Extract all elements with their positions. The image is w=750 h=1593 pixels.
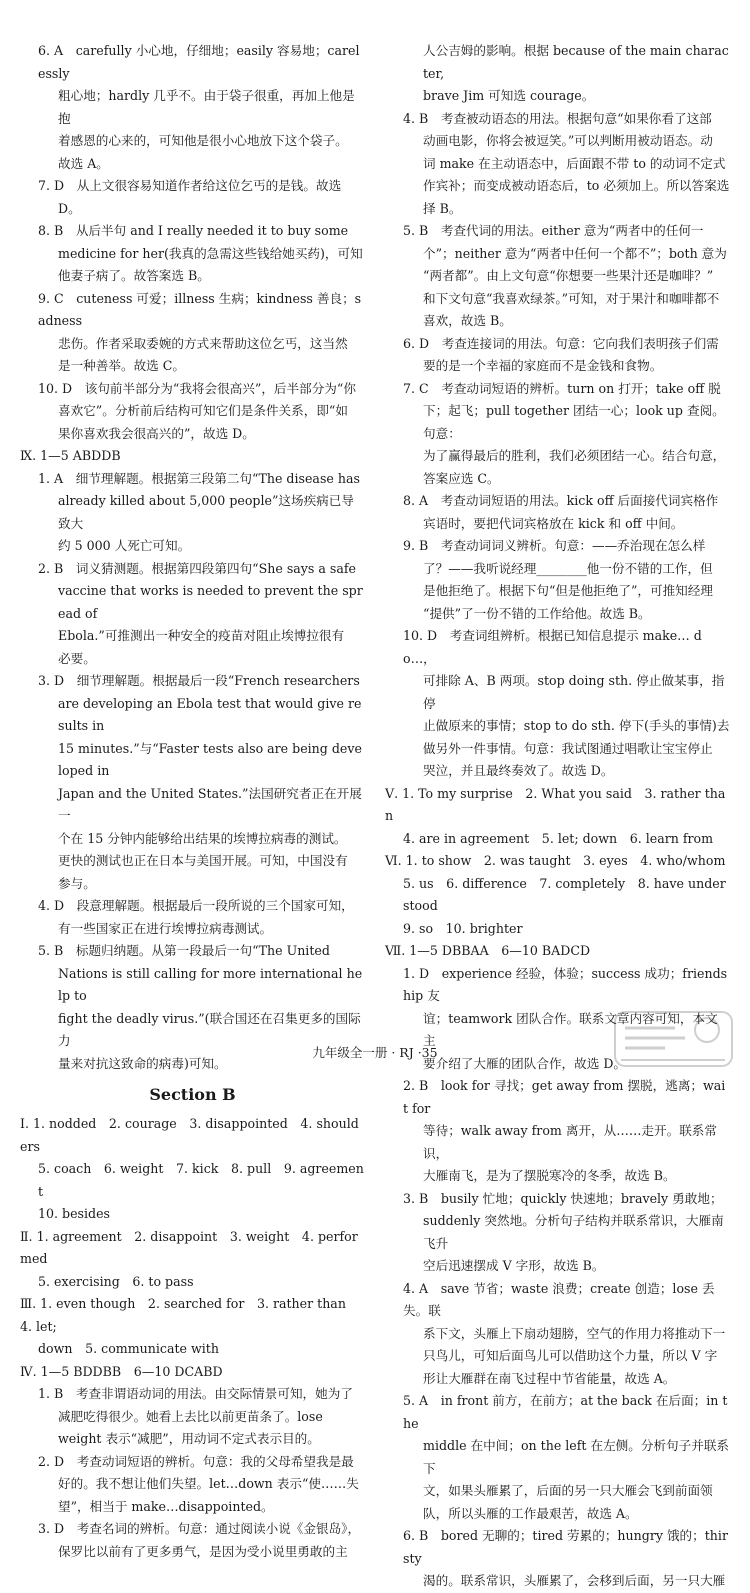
answer-line: “提供”了一份不错的工作给他。故选 B。 xyxy=(423,605,651,621)
answer-line: 2. B look for 寻找；get away from 摆脱，逃离；wait for xyxy=(403,1078,726,1116)
question-group-header: Ⅴ. 1. To my surprise 2. What you said 3. rather than xyxy=(385,785,726,823)
answer-line: 1. D experience 经验，体验；success 成功；friendship 友 xyxy=(403,965,728,1003)
answer-line: 减肥吃得很少。她看上去比以前更苗条了。lose xyxy=(58,1408,323,1424)
answer-line: 1. B 考查非谓语动词的用法。由交际情景可知，她为了 xyxy=(38,1386,353,1401)
answer-line: 4. are in agreement 5. let; down 6. learn from xyxy=(403,830,714,846)
answer-line: 人公吉姆的影响。根据 because of the main character, xyxy=(423,43,729,81)
answer-line: 1. A 细节理解题。根据第三段第二句“The disease has xyxy=(38,470,360,486)
answer-line: 4. D 段意理解题。根据最后一段所说的三个国家可知， xyxy=(38,898,354,913)
answer-line: 3. D 考查名词的辨析。句意：通过阅读小说《金银岛》， xyxy=(38,1521,361,1536)
answer-line: 只鸟儿，可知后面鸟儿可以借助这个力量，所以 V 字 xyxy=(423,1348,718,1363)
answer-line: 必要。 xyxy=(58,650,96,666)
answer-line: Ebola.”可推测出一种安全的疫苗对阻止埃博拉很有 xyxy=(58,628,345,643)
answer-line: 5. exercising 6. to pass xyxy=(38,1273,194,1289)
answer-line: 望”，相当于 make…disappointed。 xyxy=(58,1498,274,1514)
answer-line: 词 make 在主动语态中，后面跟不带 to 的动词不定式 xyxy=(423,155,726,171)
answer-line: 系下文，头雁上下扇动翅膀，空气的作用力将推动下一 xyxy=(423,1325,726,1341)
answer-line: vaccine that works is needed to prevent the spread of xyxy=(58,583,363,621)
page-footer: 九年级全一册 · RJ ·35 xyxy=(312,1045,438,1060)
answer-line: 动画电影，你将会被逗笑。”可以判断用被动语态。动 xyxy=(423,133,713,148)
answer-line: 6. A carefully 小心地，仔细地；easily 容易地；carelessly xyxy=(38,43,360,81)
answer-line: 9. C cuteness 可爱；illness 生病；kindness 善良；sadness xyxy=(38,290,362,328)
answer-line: 文，如果头雁累了，后面的另一只大雁会飞到前面领 xyxy=(423,1483,713,1498)
answer-line: 9. B 考查动词词义辨析。句意：——乔治现在怎么样 xyxy=(403,538,706,553)
answer-line: 参与。 xyxy=(58,875,96,891)
answer-line: 为了赢得最后的胜利，我们必须团结一心。结合句意， xyxy=(423,448,726,463)
answer-line: 5. B 考查代词的用法。either 意为“两者中的任何一 xyxy=(403,223,704,238)
answer-line: 果你喜欢我会很高兴的”，故选 D。 xyxy=(58,425,255,441)
answer-line: 更快的测试也正在日本与美国开展。可知，中国没有 xyxy=(58,853,348,868)
answer-line: 2. D 考查动词短语的辨析。句意：我的父母希望我是最 xyxy=(38,1453,354,1469)
answer-line: already killed about 5,000 people”这场疾病已导致大 xyxy=(58,493,354,531)
answer-line: 渴的。联系常识，头雁累了，会移到后面，另一只大雁 xyxy=(423,1573,726,1588)
answer-line: 5. us 6. difference 7. completely 8. have understood xyxy=(403,875,726,913)
answer-line: 做另外一件事情。句意：我试图通过唱歌让宝宝停止 xyxy=(423,740,713,756)
answer-line: 要的是一个幸福的家庭而不是金钱和食物。 xyxy=(423,358,663,373)
answer-line: 8. A 考查动词短语的用法。kick off 后面接代词宾格作 xyxy=(403,493,719,508)
answer-line: 8. B 从后半句 and I really needed it to buy some xyxy=(38,223,349,238)
answer-line: 好的。我不想让他们失望。let…down 表示“使……失 xyxy=(58,1476,359,1491)
answer-line: 是他拒绝了。根据下句“但是他拒绝了”，可推知经理 xyxy=(423,583,713,598)
answer-line: 10. D 考查词组辨析。根据已知信息提示 make… do…， xyxy=(403,628,702,666)
answer-line: 10. besides xyxy=(38,1206,111,1221)
answer-line: 队，所以头雁的工作最艰苦，故选 A。 xyxy=(423,1505,638,1521)
answer-line: Nations is still calling for more international help to xyxy=(58,965,363,1003)
answer-line: 可排除 A、B 两项。stop doing sth. 停止做某事，指停 xyxy=(423,673,725,711)
answer-line: 4. A save 节省；waste 浪费；create 创造；lose 丢失。联 xyxy=(403,1280,715,1318)
answer-line: 故选 A。 xyxy=(58,155,109,171)
answer-line: 量来对抗这致命的病毒)可知。 xyxy=(58,1055,227,1071)
question-group-header: Ⅳ. 1—5 BDDBB 6—10 DCABD xyxy=(20,1363,223,1379)
answer-line: 大雁南飞，是为了摆脱寒冷的冬季，故选 B。 xyxy=(423,1168,676,1183)
answer-line: 3. B busily 忙地；quickly 快速地；bravely 勇敢地； xyxy=(403,1190,723,1206)
answer-line: 喜欢它”。分析前后结构可知它们是条件关系，即“如 xyxy=(58,403,348,418)
watermark-logo xyxy=(611,1008,736,1070)
answer-line: brave Jim 可知选 courage。 xyxy=(423,88,595,103)
answer-line: 粗心地；hardly 几乎不。由于袋子很重，再加上他是抱 xyxy=(58,88,355,126)
answer-line: 和下文句意“我喜欢绿茶。”可知，对于果汁和咖啡都不 xyxy=(423,290,720,306)
answer-line: 个在 15 分钟内能够给出结果的埃博拉病毒的测试。 xyxy=(58,830,347,846)
answer-line: 有一些国家正在进行埃博拉病毒测试。 xyxy=(58,920,273,936)
answer-line: 着感恩的心来的，可知他是很小心地放下这个袋子。 xyxy=(58,133,348,148)
answer-line: 悲伤。作者采取委婉的方式来帮助这位乞丐，这当然 xyxy=(58,335,348,351)
answer-line: medicine for her(我真的急需这些钱给她买药)，可知 xyxy=(58,245,363,261)
question-group-header: Ⅸ. 1—5 ABDDB xyxy=(20,448,121,463)
answer-line: 宾语时，要把代词宾格放在 kick 和 off 中间。 xyxy=(423,515,684,531)
answer-line: 保罗比以前有了更多勇气，是因为受小说里勇敢的主 xyxy=(58,1543,348,1559)
question-group-header: Ⅶ. 1—5 DBBAA 6—10 BADCD xyxy=(385,943,591,958)
answer-line: down 5. communicate with xyxy=(38,1341,219,1356)
answer-line: 空后迅速摆成 V 字形，故选 B。 xyxy=(423,1258,605,1273)
answer-line: 是一种善举。故选 C。 xyxy=(58,358,185,373)
question-group-header: Ⅰ. 1. nodded 2. courage 3. disappointed 4. shoulders xyxy=(20,1116,359,1154)
answer-line: 下；起飞；pull together 团结一心；look up 查阅。句意： xyxy=(423,403,725,441)
answer-line: 个”；neither 意为“两者中任何一个都不”；both 意为 xyxy=(423,245,727,261)
answer-line: 哭泣，并且最终奏效了。故选 D。 xyxy=(423,763,614,778)
answer-line: 要介绍了大雁的团队合作，故选 D。 xyxy=(423,1055,627,1071)
question-group-header: Ⅱ. 1. agreement 2. disappoint 3. weight 4. performed xyxy=(20,1228,358,1266)
answer-line: 谊；teamwork 团队合作。联系文章内容可知，本文主 xyxy=(423,1010,718,1048)
answer-line: 择 B。 xyxy=(423,200,462,216)
answer-line: weight 表示“减肥”，用动词不定式表示目的。 xyxy=(58,1431,320,1446)
answer-line: 他妻子病了。故答案选 B。 xyxy=(58,268,210,283)
answer-line: 10. D 该句前半部分为“我将会很高兴”，后半部分为“你 xyxy=(38,380,356,396)
right-column xyxy=(385,40,730,1593)
answer-line: D。 xyxy=(58,200,81,216)
question-group-header: Ⅵ. 1. to show 2. was taught 3. eyes 4. who/whom xyxy=(385,853,726,868)
answer-line: 止做原来的事情；stop to do sth. 停下(手头的事情)去 xyxy=(423,718,730,733)
answer-line: suddenly 突然地。分析句子结构并联系常识，大雁南飞升 xyxy=(423,1213,724,1251)
answer-line: 15 minutes.”与“Faster tests also are being developed in xyxy=(58,740,362,778)
answer-line: Japan and the United States.”法国研究者正在开展一 xyxy=(58,785,362,823)
answer-line: 7. D 从上文很容易知道作者给这位乞丐的是钱。故选 xyxy=(38,178,342,193)
answer-line: 5. A in front 前方，在前方；at the back 在后面；in the xyxy=(403,1393,728,1431)
answer-line: 答案应选 C。 xyxy=(423,470,500,486)
answer-line: 5. coach 6. weight 7. kick 8. pull 9. agreement xyxy=(38,1161,364,1199)
answer-line: 7. C 考查动词短语的辨析。turn on 打开；take off 脱 xyxy=(403,380,721,396)
answer-line: 3. D 细节理解题。根据最后一段“French researchers xyxy=(38,673,360,688)
answer-line: middle 在中间；on the left 在左侧。分析句子并联系下 xyxy=(423,1438,730,1476)
question-group-header: Ⅲ. 1. even though 2. searched for 3. rather than 4. let; xyxy=(20,1296,359,1334)
answer-line: 9. so 10. brighter xyxy=(403,920,523,936)
answer-line: 5. B 标题归纳题。从第一段最后一句“The United xyxy=(38,943,330,958)
answer-line: are developing an Ebola test that would give results in xyxy=(58,695,362,733)
answer-line: 4. B 考查被动语态的用法。根据句意“如果你看了这部 xyxy=(403,110,712,126)
answer-line: 6. B bored 无聊的；tired 劳累的；hungry 饿的；thirsty xyxy=(403,1528,728,1566)
answer-line: 约 5 000 人死亡可知。 xyxy=(58,538,191,553)
answer-line: 作宾补；而变成被动语态后，to 必须加上。所以答案选 xyxy=(423,178,730,193)
answer-line: fight the deadly virus.”(联合国还在召集更多的国际力 xyxy=(58,1010,361,1048)
left-column xyxy=(20,40,365,1563)
answer-line: “两者都”。由上文句意“你想要一些果汁还是咖啡？” xyxy=(423,268,714,283)
answer-line: 6. D 考查连接词的用法。句意：它向我们表明孩子们需 xyxy=(403,335,719,351)
section-heading: Section B xyxy=(149,1085,236,1104)
answer-line: 2. B 词义猜测题。根据第四段第四句“She says a safe xyxy=(38,560,356,576)
answer-line: 喜欢，故选 B。 xyxy=(423,313,512,328)
answer-line: 等待；walk away from 离开，从……走开。联系常识， xyxy=(423,1123,717,1161)
answer-line: 了？——我听说经理________他一份不错的工作，但 xyxy=(423,560,713,576)
answer-line: 形让大雁群在南飞过程中节省能量，故选 A。 xyxy=(423,1370,676,1386)
